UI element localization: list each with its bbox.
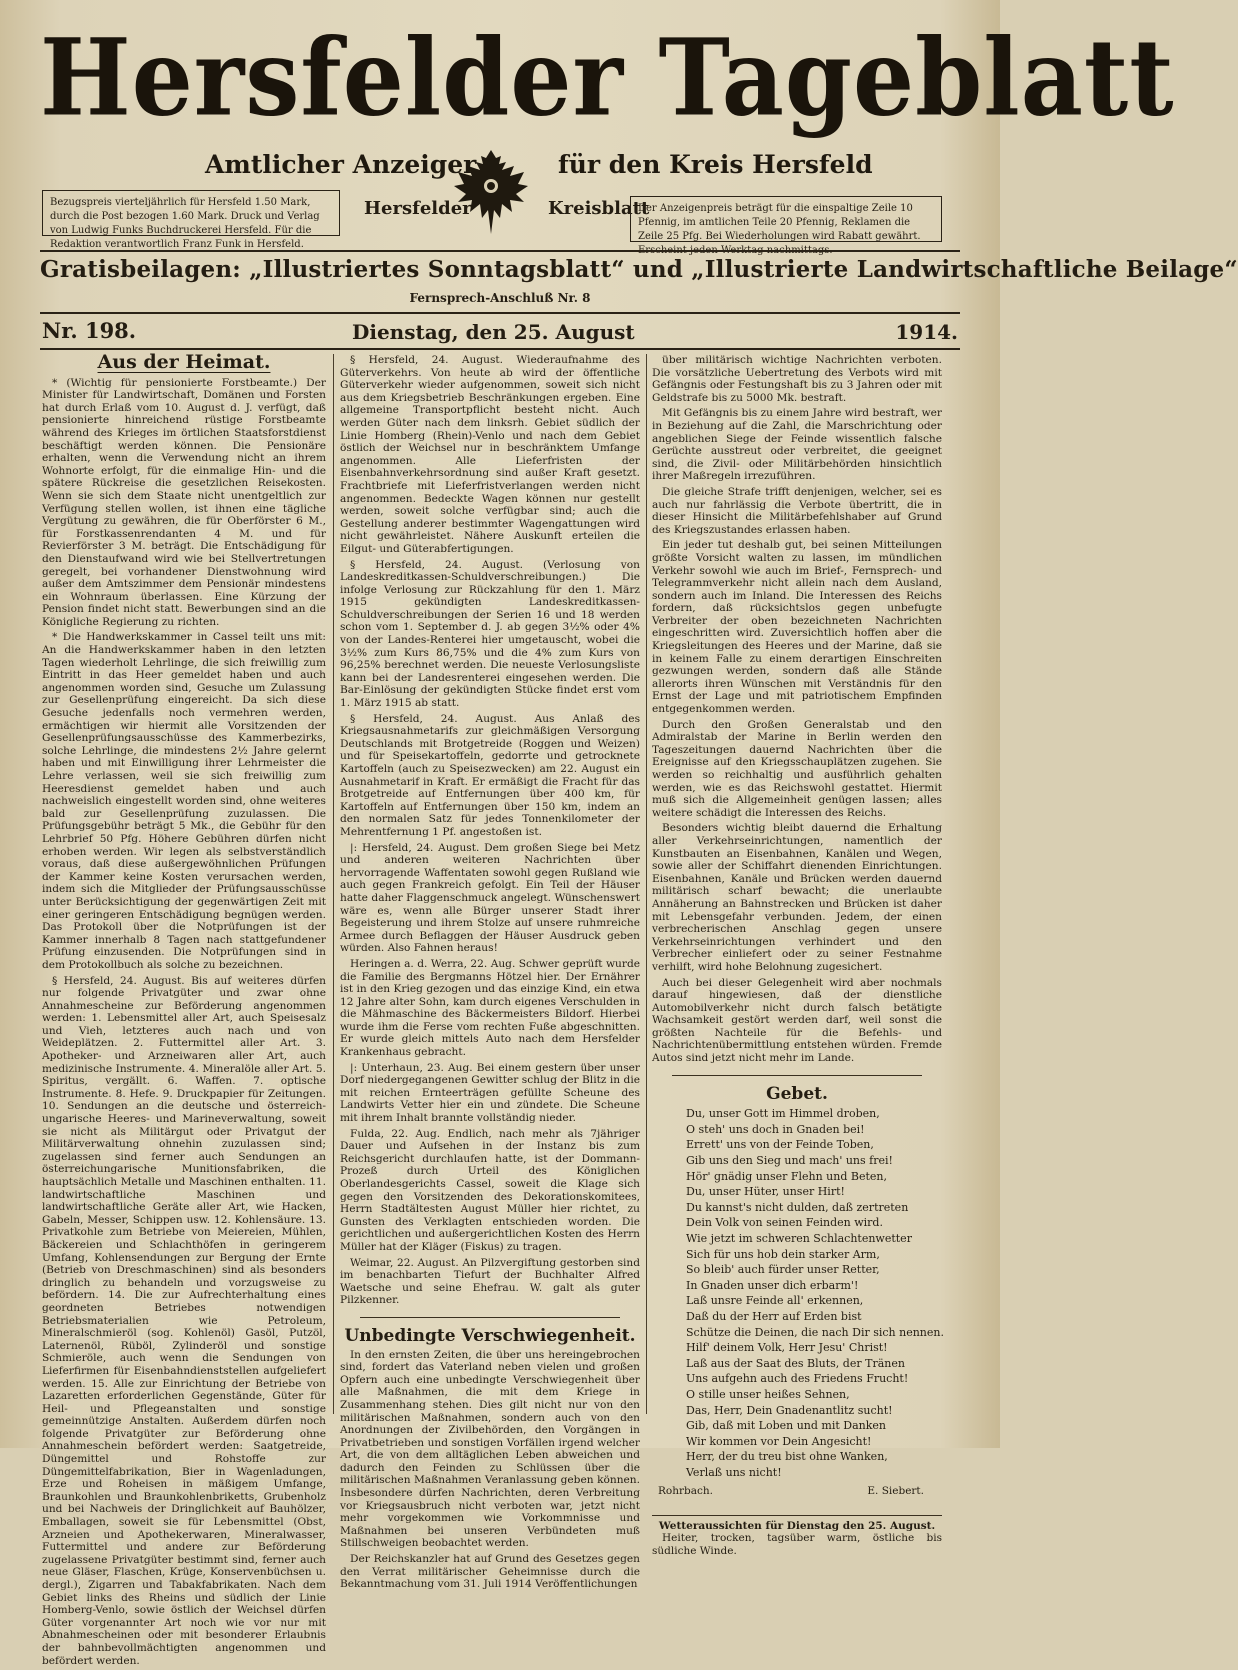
section-heading: Aus der Heimat. bbox=[97, 351, 271, 373]
poem-line: Sich für uns hob dein starker Arm, bbox=[686, 1247, 880, 1261]
poem-line: Das, Herr, Dein Gnadenantlitz sucht! bbox=[686, 1403, 893, 1417]
article-paragraph: * Die Handwerkskammer in Cassel teilt uns mit: An die Handwerkskammer haben in den letzten Tagen wiederholt Lehrlinge, die sich freiwillig zum Eintritt in das Heer gemeldet haben und auch angenommen worden sind, Gesuche um Zulassung zur Gesellenprüfung eingereicht. Da sich diese Gesuche jedenfalls noch vermehren werden, ermächtigen wir hiermit alle Vorsitzenden der Gesellenprüfungsausschüsse des Kammerbezirks, solche Lehrlinge, die mindestens 2½ Jahre gelernt haben und mit Einwilligung ihrer Lehrmeister die Lehre verlassen, weil sie sich freiwillig zum Heeresdienst gemeldet haben und auch nachweislich eingestellt worden sind, ohne weiteres bald zur Gesellenprüfung zuzulassen. Die Prüfungsgebühr beträgt 5 Mk., die Gebühr für den Lehrbrief 50 Pfg. Höhere Gebühren dürfen nicht erhoben werden. Wir legen als selbstverständlich voraus, daß diese außergewöhnlichen Prüfungen der Kammer keine Kosten verursachen werden, indem sich die Mitglieder der Prüfungsausschüsse unter Berücksichtigung der gegenwärtigen Zeit mit einer geringeren Entschädigung begnügen werden. Das Protokoll über die Notprüfungen ist der Kammer innerhalb 8 Tagen nach stattgefundener Prüfung einzusenden. Die Notprüfungen sind in dem Protokollbuch als solche zu bezeichnen. bbox=[42, 631, 326, 971]
issue-date: Dienstag, den 25. August bbox=[352, 320, 635, 344]
poem-footer bbox=[652, 1485, 942, 1501]
article-paragraph: In den ernsten Zeiten, die über uns hereingebrochen sind, fordert das Vaterland neben vielen und großen Opfern auch eine unbedingte Verschwiegenheit über alle Maßnahmen, die mit dem Kriege in Zusammenhang stehen. Dies gilt nicht nur von den militärischen Maßnahmen, sondern auch von den Anordnungen der Zivilbehörden, den Vorgängen in Privatbetrieben und sonstigen Vorfällen irgend welcher Art, die von dem alltäglichen Leben abweichen und dadurch den Feinden zu Schlüssen über die militärischen Maßnahmen Veranlassung geben können. Insbesondere dürfen Nachrichten, deren Verbreitung vor Kriegsausbruch nicht verboten war, jetzt nicht mehr vorgekommen wie Vorkommnisse und Maßnahmen bei unseren Verbündeten muß Stillschweigen beobachtet werden. bbox=[340, 1348, 640, 1550]
article-paragraph: § Hersfeld, 24. August. (Verlosung von Landeskreditkassen-Schuldverschreibungen.) Die infolge Verlosung zur Rückzahlung für den 1. März 1915 gekündigten Landeskreditkassen-Schuldverschreibungen der Serien 16 und 18 werden schon vom 1. September d. J. ab gegen 3½% oder 4% von der Landes-Renterei hier umgetauscht, wobei die 3½% zum Kurs 86,75% und die 4% zum Kurs von 96,25% berechnet werden. Die neueste Verlosungsliste kann bei der Landesrenterei eingesehen werden. Die Bar-Einlösung der gekündigten Stücke findet erst vom 1. März 1915 ab statt. bbox=[340, 558, 640, 710]
weather-text: Heiter, trocken, tagsüber warm, östliche bis südliche Winde. bbox=[652, 1532, 942, 1557]
poem-line: Hilf' deinem Volk, Herr Jesu' Christ! bbox=[686, 1341, 888, 1355]
phone-line: Fernsprech-Anschluß Nr. 8 bbox=[409, 291, 591, 305]
poem-line: Du, unser Hüter, unser Hirt! bbox=[686, 1185, 845, 1199]
column-3 bbox=[652, 354, 942, 1557]
supplements-line: Gratisbeilagen: „Illustriertes Sonntagsblatt“ und „Illustrierte Landwirtschaftliche Beilage“ bbox=[40, 256, 1238, 283]
article-paragraph: Durch den Großen Generalstab und den Admiralstab der Marine in Berlin werden den Tageszeitungen dauernd Nachrichten über die Ereignisse auf den Kriegsschauplätzen zugehen. Sie werden so reichhaltig und ausführlich gehalten werden, wie es das Reichswohl gestattet. Hiermit muß sich die Allgemeinheit genügen lassen; alles weitere schädigt die Interessen des Reichs. bbox=[652, 718, 942, 819]
article-paragraph: § Hersfeld, 24. August. Bis auf weiteres dürfen nur folgende Privatgüter und zwar ohne Annahmescheine zur Beförderung angenommen werden: 1. Lebensmittel aller Art, auch Speisesalz und Vieh, letzteres auch nach und von Weideplätzen. 2. Futtermittel aller Art. 3. Apotheker- und Arzneiwaren aller Art, auch medizinische Instrumente. 4. Mineralöle aller Art. 5. Spiritus, vergällt. 6. Waffen. 7. optische Instrumente. 8. Hefe. 9. Druckpapier für Zeitungen. 10. Sendungen an die deutsche und österreich-ungarische Heeres- und Marineverwaltung, soweit sie nicht als Militärgut oder Privatgut der Militärverwaltung ohnehin zuzulassen sind; zugelassen sind ferner auch Sendungen an österreichungarische Munitionsfabriken, die hauptsächlich Metalle und Maschinen enthalten. 11. landwirtschaftliche Maschinen und landwirtschaftliche Geräte aller Art, wie Hacken, Gabeln, Messer, Schippen usw. 12. Kohlensäure. 13. Privatkohle zum Betriebe von Meiereien, Mühlen, Bäckereien und Schlachthöfen in geringerem Umfang, Kohlensendungen zur Bergung der Ernte (Betrieb von Dreschmaschinen) sind als besonders dringlich zu behandeln und vorzugsweise zu befördern. 14. Die zur Aufrechterhaltung eines geordneten Betriebes notwendigen Betriebsmaterialien wie Petroleum, Mineralschmieröl (sog. Kohlenöl) Gasöl, Putzöl, Laternenöl, Rüböl, Zylinderöl und sonstige Schmieröle, auch wenn die Sendungen von Lieferfirmen für Eisenbahndienststellen aufgeliefert werden. 15. Alle zur Einrichtung der Betriebe von Lazaretten erforderlichen Gegenstände, Güter für Heil- und Pflegeanstalten und sonstige gemeinnützige Anstalten. Außerdem dürfen noch folgende Privatgüter zur Beförderung ohne Annahmeschein befördert werden: Saatgetreide, Düngemittel und Rohstoffe zur Düngemittelfabrikation, Bier in Wagenladungen, Erze und Roheisen in mäßigem Umfange, Braunkohlen und Braunkohlenbriketts, Grubenholz und bei Nachweis der Dringlichkeit auf Bauhölzer, Emballagen, soweit sie für Lebensmittel (Obst, Arzneien und Apothekerwaren, Mineralwasser, Futtermittel und andere zur Beförderung zugelassene Privatgüter bestimmt sind, ferner auch neue Gläser, Flaschen, Krüge, Konservenbüchsen u. dergl.), Zigarren und Tabakfabrikaten. Nach dem Gebiet links des Rheins und südlich der Linie Homberg-Venlo, sowie östlich der Weichsel dürfen Güter vorgenannter Art noch wie vor nur mit Abnahmescheinen oder mit besonderer Erlaubnis der bahnbevollmächtigten angenommen und befördert werden. bbox=[42, 974, 326, 1667]
article-paragraph: § Hersfeld, 24. August. Aus Anlaß des Kriegsausnahmetarifs zur gleichmäßigen Versorgung Deutschlands mit Brotgetreide (Roggen und Weizen) und für Speisekartoffeln, gedorrte und getrocknete Kartoffeln (auch zu Speisezwecken) am 22. August ein Ausnahmetarif in Kraft. Er ermäßigt die Fracht für das Brotgetreide auf Entfernungen über 400 km, für Kartoffeln auf Entfernungen über 150 km, indem an den normalen Satz für jedes Tonnenkilometer der Mehrentfernung 1 Pf. angestoßen ist. bbox=[340, 712, 640, 838]
article-paragraph: Ein jeder tut deshalb gut, bei seinen Mitteilungen größte Vorsicht walten zu lassen, im mündlichen Verkehr sowohl wie auch im Brief-, Fernsprech- und Telegrammverkehr nicht allein nach dem Ausland, sondern auch im Inland. Die Interessen des Reichs fordern, daß rücksichtslos gegen unbefugte Verbreiter der oben bezeichneten Nachrichten eingeschritten wird. Zuversichtlich hoffen aber die Kriegsleitungen des Heeres und der Marine, daß sie in keinem Falle zu einem derartigen Einschreiten gezwungen werden, sondern daß alle Stände allerorts ihren Wünschen mit Verständnis für den Ernst der Lage und mit patriotischem Empfinden entgegenkommen werden. bbox=[652, 539, 942, 716]
article-paragraph: Auch bei dieser Gelegenheit wird aber nochmals darauf hingewiesen, daß der dienstliche Automobilverkehr nicht durch falsch betätigte Wachsamkeit gestört werden darf, weil sonst die größten Nachteile für die Befehls- und Nachrichtenübermittlung entstehen würden. Fremde Autos sind jetzt nicht mehr im Lande. bbox=[652, 976, 942, 1065]
poem-line: Herr, der du treu bist ohne Wanken, bbox=[686, 1450, 888, 1464]
column-divider bbox=[646, 354, 647, 1414]
article-paragraph: |: Unterhaun, 23. Aug. Bei einem gestern über unser Dorf niedergegangenen Gewitter schlug der Blitz in die mit reichen Ernteerträgen gefüllte Scheune des Landwirts Vetter hier ein und zündete. Die Scheune mit ihrem Inhalt brannte vollständig nieder. bbox=[340, 1061, 640, 1125]
article-paragraph: Weimar, 22. August. An Pilzvergiftung gestorben sind im benachbarten Tiefurt der Buchhalter Alfred Waetsche und seine Ehefrau. W. galt als guter Pilzkenner. bbox=[340, 1256, 640, 1307]
article-paragraph: über militärisch wichtige Nachrichten verboten. Die vorsätzliche Uebertretung des Verbots wird mit Gefängnis oder Festungshaft bis zu 3 Jahren oder mit Geldstrafe bis zu 5000 Mk. bestraft. bbox=[652, 354, 942, 404]
poem-line: Verlaß uns nicht! bbox=[686, 1465, 782, 1479]
issue-number: Nr. 198. bbox=[42, 318, 137, 343]
issue-row bbox=[42, 318, 958, 348]
poem-place: Rohrbach. bbox=[658, 1484, 713, 1497]
subtitle-left: Amtlicher Anzeiger bbox=[205, 150, 477, 179]
emblem-label-right: Kreisblatt bbox=[548, 198, 650, 219]
newspaper-title: Hersfelder Tageblatt bbox=[40, 15, 1175, 140]
poem-line: Wie jetzt im schweren Schlachtenwetter bbox=[686, 1232, 912, 1245]
subscription-info-box: Bezugspreis vierteljährlich für Hersfeld 1.50 Mark, durch die Post bezogen 1.60 Mark. Druck und Verlag von Ludwig Funks Buchdruckerei Hersfeld. Für die Redaktion verantwortlich Franz Funk in Hersfeld. bbox=[42, 190, 340, 236]
article-paragraph: Fulda, 22. Aug. Endlich, nach mehr als 7jähriger Dauer und Aufsehen in der Instanz bis zum Reichsgericht durchlaufen hatte, ist der Dommann-Prozeß durch Urteil des Königlichen Oberlandesgerichts Cassel, soweit die Klage sich gegen den Vorsitzenden des Dekorationskomitees, Herrn Stadtältesten August Müller hier richtet, zu Gunsten des Verklagten entschieden worden. Die gerichtlichen und außergerichtlichen Kosten des Herrn Müller hat der Kläger (Fiskus) zu tragen. bbox=[340, 1127, 640, 1253]
poem-line: O steh' uns doch in Gnaden bei! bbox=[686, 1122, 865, 1136]
article-paragraph: |: Hersfeld, 24. August. Dem großen Siege bei Metz und anderen weiteren Nachrichten über hervorragende Waffentaten sowohl gegen Rußland wie auch gegen Frankreich gefolgt. Ein Teil der Häuser hatte daher Flaggenschmuck angelegt. Wünschenswert wäre es, wenn alle Bürger unserer Stadt ihrer Begeisterung und ihrem Stolze auf unsere ruhmreiche Armee durch Beflaggen der Häuser Ausdruck geben würden. Also Fahnen heraus! bbox=[340, 841, 640, 955]
column-divider bbox=[333, 354, 334, 1414]
poem-line: Dein Volk von seinen Feinden wird. bbox=[686, 1216, 883, 1230]
column-2 bbox=[340, 354, 640, 1594]
poem-line: Du kannst's nicht dulden, daß zertreten bbox=[686, 1200, 909, 1214]
divider bbox=[40, 250, 960, 252]
poem-title: Gebet. bbox=[766, 1083, 828, 1104]
poem bbox=[686, 1106, 942, 1480]
poem-line: O stille unser heißes Sehnen, bbox=[686, 1387, 850, 1401]
poem-line: Laß unsre Feinde all' erkennen, bbox=[686, 1294, 864, 1308]
poem-author: E. Siebert. bbox=[867, 1484, 924, 1497]
poem-line: Gib uns den Sieg und mach' uns frei! bbox=[686, 1154, 893, 1168]
poem-line: Errett' uns von der Feinde Toben, bbox=[686, 1138, 874, 1152]
article-paragraph: * (Wichtig für pensionierte Forstbeamte.) Der Minister für Landwirtschaft, Domänen und Forsten hat durch Erlaß vom 10. August d. J. verfügt, daß pensionierte hinreichend rüstige Forstbeamte während des Krieges im örtlichen Staatsforstdienst beschäftigt werden können. Die Pensionäre erhalten, wenn die Verwendung nicht an ihrem Wohnorte erfolgt, für die einmalige Hin- und die spätere Rückreise die gesetzlichen Reisekosten. Wenn sie sich dem Staate nicht unentgeltlich zur Verfügung stellen wollen, ist ihnen eine tägliche Vergütung zu gewähren, die für Oberförster 6 M., für Forstkassenrendanten 4 M. und für Revierförster 3 M. beträgt. Die Entschädigung für den Dienstaufwand wird wie bei Stellvertretungen geregelt, bei vorhandener Dienstwohnung wird außer dem Amtszimmer dem Pensionär mindestens ein Wohnraum überlassen. Eine Kürzung der Pension findet nicht statt. Bewerbungen sind an die Königliche Regierung zu richten. bbox=[42, 376, 326, 628]
article-paragraph: Die gleiche Strafe trifft denjenigen, welcher, sei es auch nur fahrlässig die Verbote übertritt, die in dieser Hinsicht die Militärbefehlshaber auf Grund des Kriegszustandes erlassen haben. bbox=[652, 485, 942, 536]
column-1 bbox=[42, 351, 326, 1670]
divider bbox=[360, 1317, 620, 1318]
article-paragraph: § Hersfeld, 24. August. Wiederaufnahme des Güterverkehrs. Von heute ab wird der öffentliche Güterverkehr wieder aufgenommen, soweit sich nicht aus dem Kriegsbetrieb Beschränkungen ergeben. Eine allgemeine Transportpflicht besteht nicht. Auch werden Güter nach dem linksrh. Gebiet südlich der Linie Homberg (Rhein)-Venlo und nach dem Gebiet östlich der Weichsel nur in beschränktem Umfange angenommen. Alle Lieferfristen der Eisenbahnverkehrsordnung sind außer Kraft gesetzt. Frachtbriefe mit Lieferfristverlangen werden nicht angenommen. Bedeckte Wagen können nur gestellt werden, soweit solche verfügbar sind; auch die Gestellung anderer bestimmter Wagengattungen wird nicht gewährleistet. Nähere Auskunft erteilen die Eilgut- und Güterabfertigungen. bbox=[340, 354, 640, 555]
poem-line: Du, unser Gott im Himmel droben, bbox=[686, 1107, 880, 1121]
divider bbox=[40, 312, 960, 314]
divider bbox=[672, 1075, 922, 1076]
subtitle-right: für den Kreis Hersfeld bbox=[558, 150, 873, 179]
emblem-label-left: Hersfelder bbox=[364, 198, 472, 219]
article-paragraph: Heringen a. d. Werra, 22. Aug. Schwer geprüft wurde die Familie des Bergmanns Hötzel hier. Der Ernährer ist in den Krieg gezogen und das einzige Kind, ein etwa 12 Jahre alter Sohn, kam durch eigenes Verschulden in die Mähmaschine des Bäckermeisters Bildorf. Hierbei wurde ihm die Ferse vom rechten Fuße abgeschnitten. Er wurde gleich mittels Auto nach dem Hersfelder Krankenhaus gebracht. bbox=[340, 957, 640, 1059]
issue-year: 1914. bbox=[895, 320, 958, 344]
imperial-eagle-icon bbox=[448, 146, 534, 242]
weather-forecast bbox=[652, 1515, 942, 1558]
poem-line: Gib, daß mit Loben und mit Danken bbox=[686, 1419, 887, 1433]
poem-line: In Gnaden unser dich erbarm'! bbox=[686, 1278, 859, 1292]
section-heading: Unbedingte Verschwiegenheit. bbox=[344, 1325, 636, 1346]
poem-line: Uns aufgehn auch des Friedens Frucht! bbox=[686, 1372, 909, 1386]
divider bbox=[40, 348, 960, 350]
poem-line: Hör' gnädig unser Flehn und Beten, bbox=[686, 1169, 887, 1183]
article-paragraph: Besonders wichtig bleibt dauernd die Erhaltung aller Verkehrseinrichtungen, namentlich der Kunstbauten an Eisenbahnen, Kanälen und Wegen, sowie aller der Schiffahrt dienenden Einrichtungen. Eisenbahnen, Kanäle und Brücken werden dauernd militärisch scharf bewacht; die unerlaubte Annäherung an Bahnstrecken und Brücken ist daher mit Lebensgefahr verbunden. Jedem, der einen verbrecherischen Anschlag gegen unsere Verkehrseinrichtungen verhindert und den Verbrecher einliefert oder zu seiner Festnahme verhilft, wird hohe Belohnung zugesichert. bbox=[652, 822, 942, 973]
article-paragraph: Mit Gefängnis bis zu einem Jahre wird bestraft, wer in Beziehung auf die Zahl, die Marschrichtung oder angeblichen Siege der Feinde wissentlich falsche Gerüchte ausstreut oder verbreitet, die geeignet sind, die Zivil- oder Militärbehörden hinsichtlich ihrer Maßregeln irrezuführen. bbox=[652, 407, 942, 483]
advertising-info-box: Der Anzeigenpreis beträgt für die einspaltige Zeile 10 Pfennig, im amtlichen Teile 20 Pfennig, Reklamen die Zeile 25 Pfg. Bei Wiederholungen wird Rabatt gewährt. Erscheint jeden Werktag nachmittags. bbox=[630, 196, 942, 242]
article-paragraph: Der Reichskanzler hat auf Grund des Gesetzes gegen den Verrat militärischer Geheimnisse durch die Bekanntmachung vom 31. Juli 1914 Veröffentlichungen bbox=[340, 1553, 640, 1591]
poem-line: Laß aus der Saat des Bluts, der Tränen bbox=[686, 1356, 905, 1370]
poem-line: Daß du der Herr auf Erden bist bbox=[686, 1309, 862, 1323]
poem-line: Wir kommen vor Dein Angesicht! bbox=[686, 1434, 872, 1448]
weather-title: Wetteraussichten für Dienstag den 25. August. bbox=[658, 1519, 936, 1532]
poem-line: So bleib' auch fürder unser Retter, bbox=[686, 1263, 880, 1277]
poem-line: Schütze die Deinen, die nach Dir sich nennen. bbox=[686, 1325, 944, 1339]
